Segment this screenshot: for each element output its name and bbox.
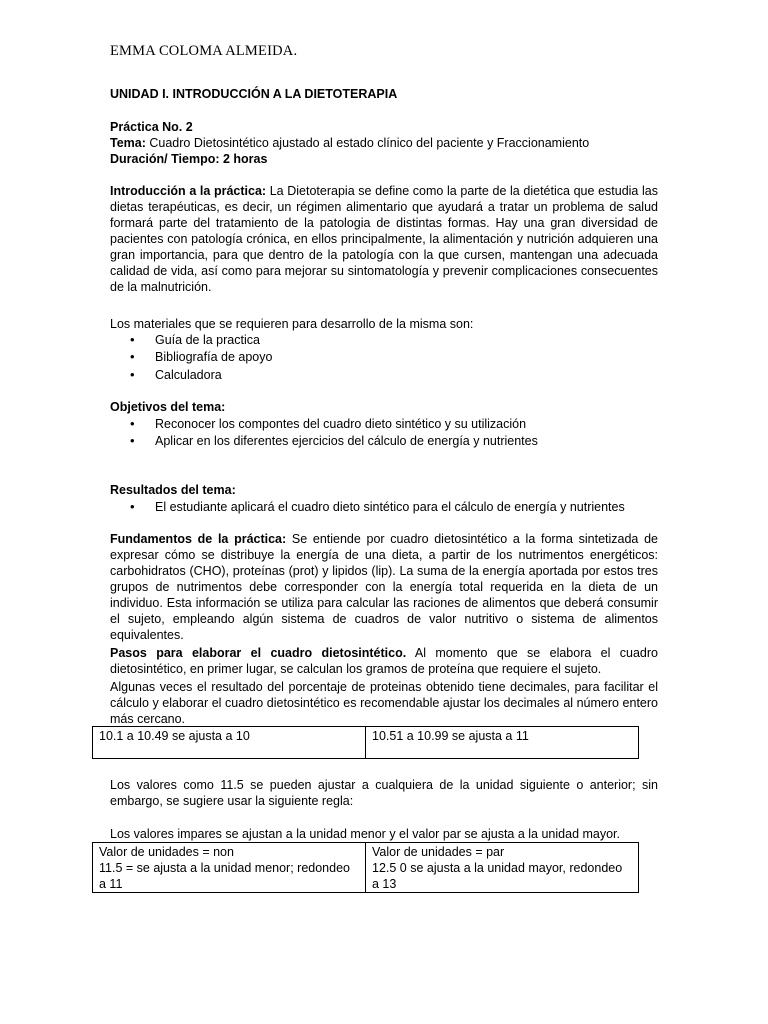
table-cell: [93, 843, 366, 893]
table-cell: 10.51 a 10.99 se ajusta a 11: [366, 727, 639, 759]
topic-text: Cuadro Dietosintético ajustado al estado clínico del paciente y Fraccionamiento: [145, 136, 590, 150]
values-paragraph: Los valores como 11.5 se pueden ajustar a cualquiera de la unidad siguiente o anterior; sin embargo, se sugiere usar la siguiente regla:: [110, 778, 658, 808]
practice-number: Práctica No. 2: [110, 120, 193, 134]
even-title: Valor de unidades = par: [372, 845, 505, 859]
odd-title: Valor de unidades = non: [99, 845, 234, 859]
odd-rule-text-cont: a 11: [99, 877, 123, 891]
results-heading: Resultados del tema:: [110, 483, 236, 497]
list-item: • Calculadora: [130, 366, 222, 382]
rounding-table: [92, 726, 639, 759]
bullet-icon: •: [130, 416, 135, 431]
parity-rule-table: [92, 842, 639, 893]
intro-paragraph: [110, 183, 658, 295]
fundamentals-label: Fundamentos de la práctica:: [110, 532, 287, 546]
steps-paragraph: [110, 645, 658, 677]
materials-heading: Los materiales que se requieren para desarrollo de la misma son:: [110, 317, 474, 331]
list-item: • Aplicar en los diferentes ejercicios del cálculo de energía y nutrientes: [130, 433, 538, 449]
practice-duration: Duración/ Tiempo: 2 horas: [110, 152, 268, 166]
table-cell: 10.1 a 10.49 se ajusta a 10: [93, 727, 366, 759]
table-row: [93, 727, 639, 759]
fundamentals-text: Se entiende por cuadro dietosintético a la forma sintetizada de expresar cómo se distribuye la energía de una dieta, a partir de los nutrimentos energéticos: carbohidratos (CHO), proteínas (prot) y lipidos (lip). La suma de la energía aportada por estos tres grupos de nutrimentos debe corresponder con la energía total requerida en la dieta de un individuo. Esta información se utiliza para calcular las raciones de alimentos que deberá consumir el sujeto, empleando algún sistema de cuadros de valor nutritivo o sistema de alimentos equivalentes.: [110, 532, 658, 642]
steps-label: Pasos para elaborar el cuadro dietosintético.: [110, 646, 407, 660]
list-item: • Bibliografía de apoyo: [130, 349, 273, 365]
bullet-icon: •: [130, 349, 135, 365]
rule-paragraph: Los valores impares se ajustan a la unidad menor y el valor par se ajusta a la unidad mayor.: [110, 827, 621, 841]
bullet-icon: •: [130, 332, 135, 347]
odd-rule-text: 11.5 = se ajusta a la unidad menor; redondeo: [99, 861, 350, 875]
objectives-heading: Objetivos del tema:: [110, 400, 226, 414]
even-rule-text-cont: a 13: [372, 877, 397, 891]
list-item: • Guía de la practica: [130, 332, 260, 347]
table-cell: [366, 843, 639, 893]
bullet-icon: •: [130, 433, 135, 449]
author-name: EMMA COLOMA ALMEIDA.: [110, 43, 298, 59]
unit-title: UNIDAD I. INTRODUCCIÓN A LA DIETOTERAPIA: [110, 87, 398, 101]
even-rule-text: 12.5 0 se ajusta a la unidad mayor, redondeo: [372, 861, 623, 875]
decimals-paragraph: Algunas veces el resultado del porcentaje de proteinas obtenido tiene decimales, para facilitar el cálculo y elaborar el cuadro dietosintético es recomendable ajustar los decimales al número entero más cercano.: [110, 680, 658, 726]
results-list: [110, 499, 625, 516]
materials-list: [110, 332, 272, 384]
fundamentals-paragraph: [110, 531, 658, 643]
steps-text: Al momento que se elabora el cuadro dietosintético, en primer lugar, se calculan los gramos de proteína que requiere el sujeto.: [110, 646, 658, 676]
list-item: • Reconocer los compontes del cuadro dieto sintético y su utilización: [130, 416, 527, 431]
intro-label: Introducción a la práctica:: [110, 184, 267, 198]
table-row: [93, 843, 639, 893]
bullet-icon: •: [130, 366, 135, 382]
bullet-icon: •: [130, 499, 135, 514]
objectives-list: [110, 416, 538, 451]
intro-text: La Dietoterapia se define como la parte de la dietética que estudia las dietas terapéuticas, es decir, un régimen alimentario que ayudará a tratar un problema de salud formará parte del tratamiento de la patologia de distintas formas. Hay una gran diversidad de pacientes con patología crónica, en ellos principalmente, la alimentación y nutrición adquieren una gran importancia, para que dentro de la patología con la que cursen, mantengan una adecuada calidad de vida, así como para mejorar su sintomatología y prevenir complicaciones consecuentes de la malnutrición.: [110, 184, 658, 294]
list-item: • El estudiante aplicará el cuadro dieto sintético para el cálculo de energía y nutrientes: [130, 499, 625, 514]
practice-topic: [110, 135, 658, 151]
topic-label: Tema:: [110, 136, 146, 150]
